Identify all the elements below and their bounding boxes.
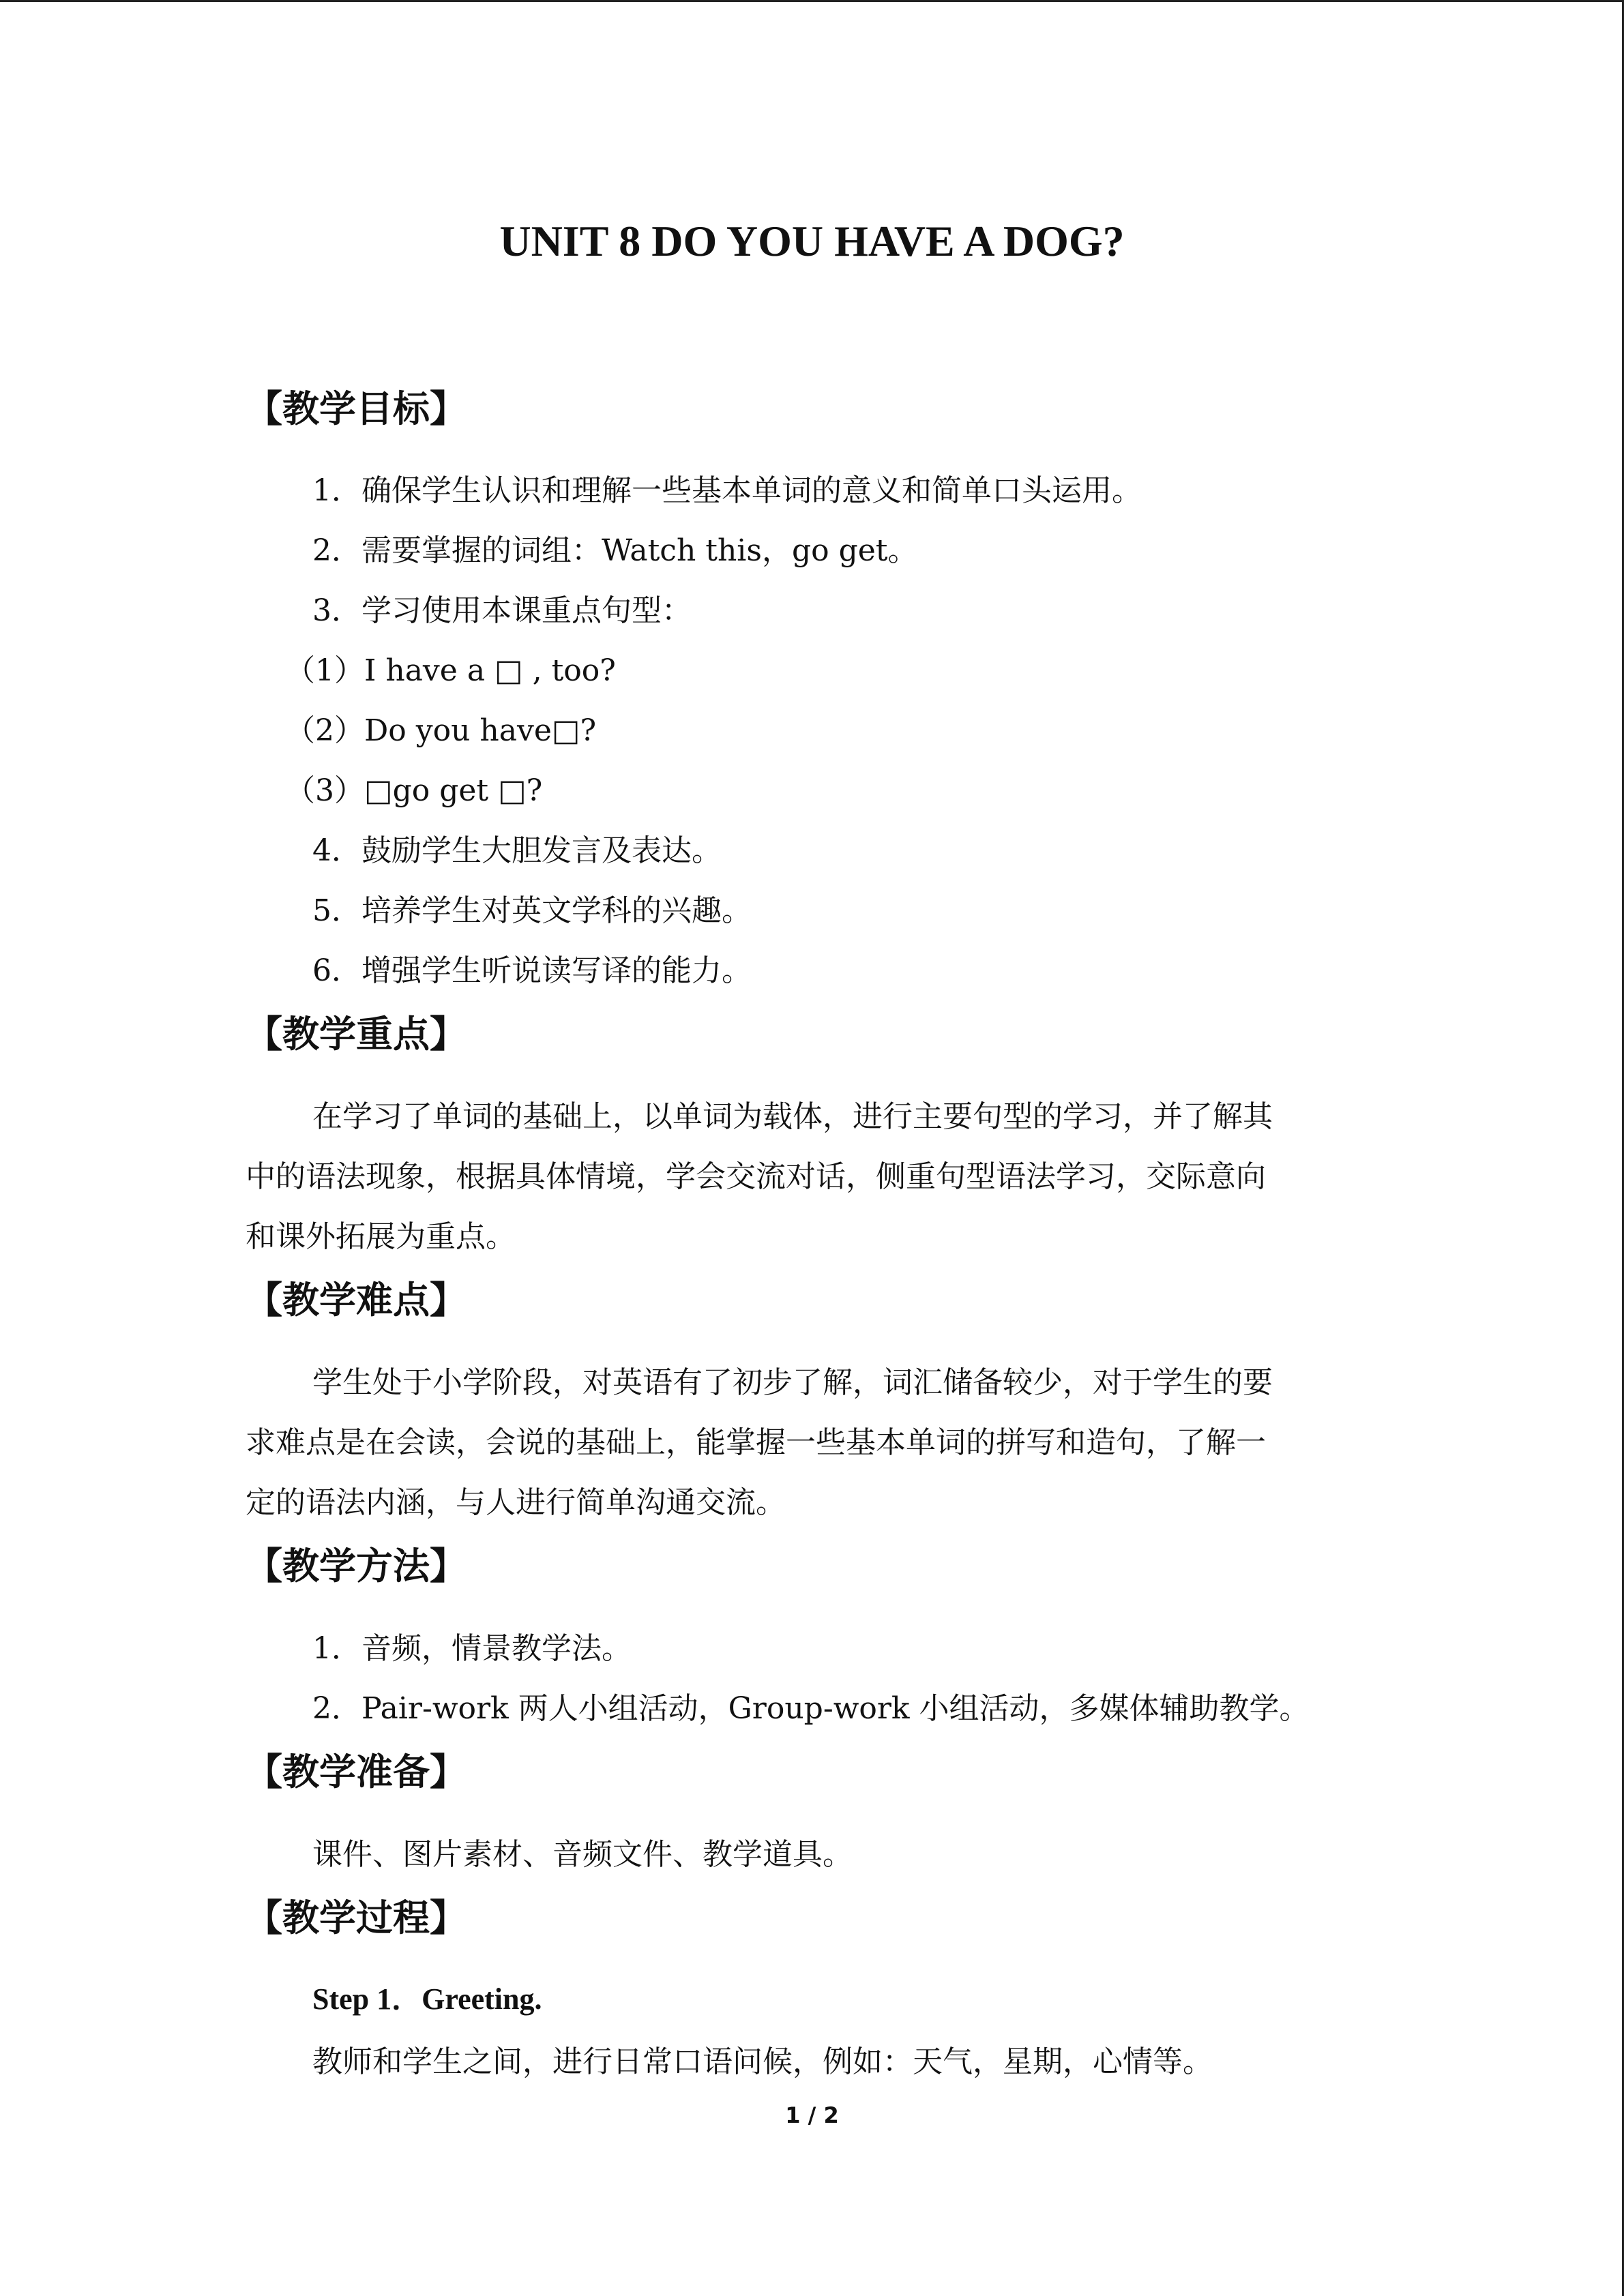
section-heading-difficulties: 【教学难点】 xyxy=(246,1279,467,1322)
section-heading-objectives: 【教学目标】 xyxy=(246,387,467,430)
objective-item-6: 6．增强学生听说读写译的能力。 xyxy=(312,953,752,988)
difficulties-line-2: 求难点是在会读，会说的基础上，能掌握一些基本单词的拼写和造句，了解一 xyxy=(246,1425,1266,1460)
step-1-title: Step 1．Greeting. xyxy=(312,1982,542,2016)
preparation-text: 课件、图片素材、音频文件、教学道具。 xyxy=(312,1837,853,1872)
objective-item-4: 4．鼓励学生大胆发言及表达。 xyxy=(312,833,722,868)
section-heading-methods: 【教学方法】 xyxy=(246,1545,467,1587)
objective-item-5: 5．培养学生对英文学科的兴趣。 xyxy=(312,893,752,928)
step-1-text: 教师和学生之间，进行日常口语问候，例如：天气，星期，心情等。 xyxy=(312,2044,1213,2079)
objective-subitem-3: （3）□go get □? xyxy=(285,773,543,808)
key-points-line-1: 在学习了单词的基础上，以单词为载体，进行主要句型的学习，并了解其 xyxy=(312,1099,1273,1134)
section-heading-process: 【教学过程】 xyxy=(246,1896,467,1939)
document-title: UNIT 8 DO YOU HAVE A DOG? xyxy=(499,217,1125,265)
method-item-2: 2．Pair-work 两人小组活动，Group-work 小组活动，多媒体辅助教学。 xyxy=(312,1691,1310,1726)
difficulties-line-1: 学生处于小学阶段，对英语有了初步了解，词汇储备较少，对于学生的要 xyxy=(312,1365,1273,1400)
key-points-line-2: 中的语法现象，根据具体情境，学会交流对话，侧重句型语法学习，交际意向 xyxy=(246,1159,1266,1194)
page-number: 1 / 2 xyxy=(785,2102,839,2128)
objective-subitem-1: （1）I have a □ , too? xyxy=(285,653,616,688)
objective-item-3: 3．学习使用本课重点句型： xyxy=(312,593,692,628)
section-heading-key-points: 【教学重点】 xyxy=(246,1013,467,1056)
objective-subitem-2: （2）Do you have□? xyxy=(285,713,597,748)
objective-item-1: 1．确保学生认识和理解一些基本单词的意义和简单口头运用。 xyxy=(312,473,1142,508)
section-heading-preparation: 【教学准备】 xyxy=(246,1750,467,1793)
method-item-1: 1．音频，情景教学法。 xyxy=(312,1631,632,1666)
difficulties-line-3: 定的语法内涵，与人进行简单沟通交流。 xyxy=(246,1485,786,1520)
objective-item-2: 2．需要掌握的词组：Watch this，go get。 xyxy=(312,533,918,568)
key-points-line-3: 和课外拓展为重点。 xyxy=(246,1219,516,1254)
